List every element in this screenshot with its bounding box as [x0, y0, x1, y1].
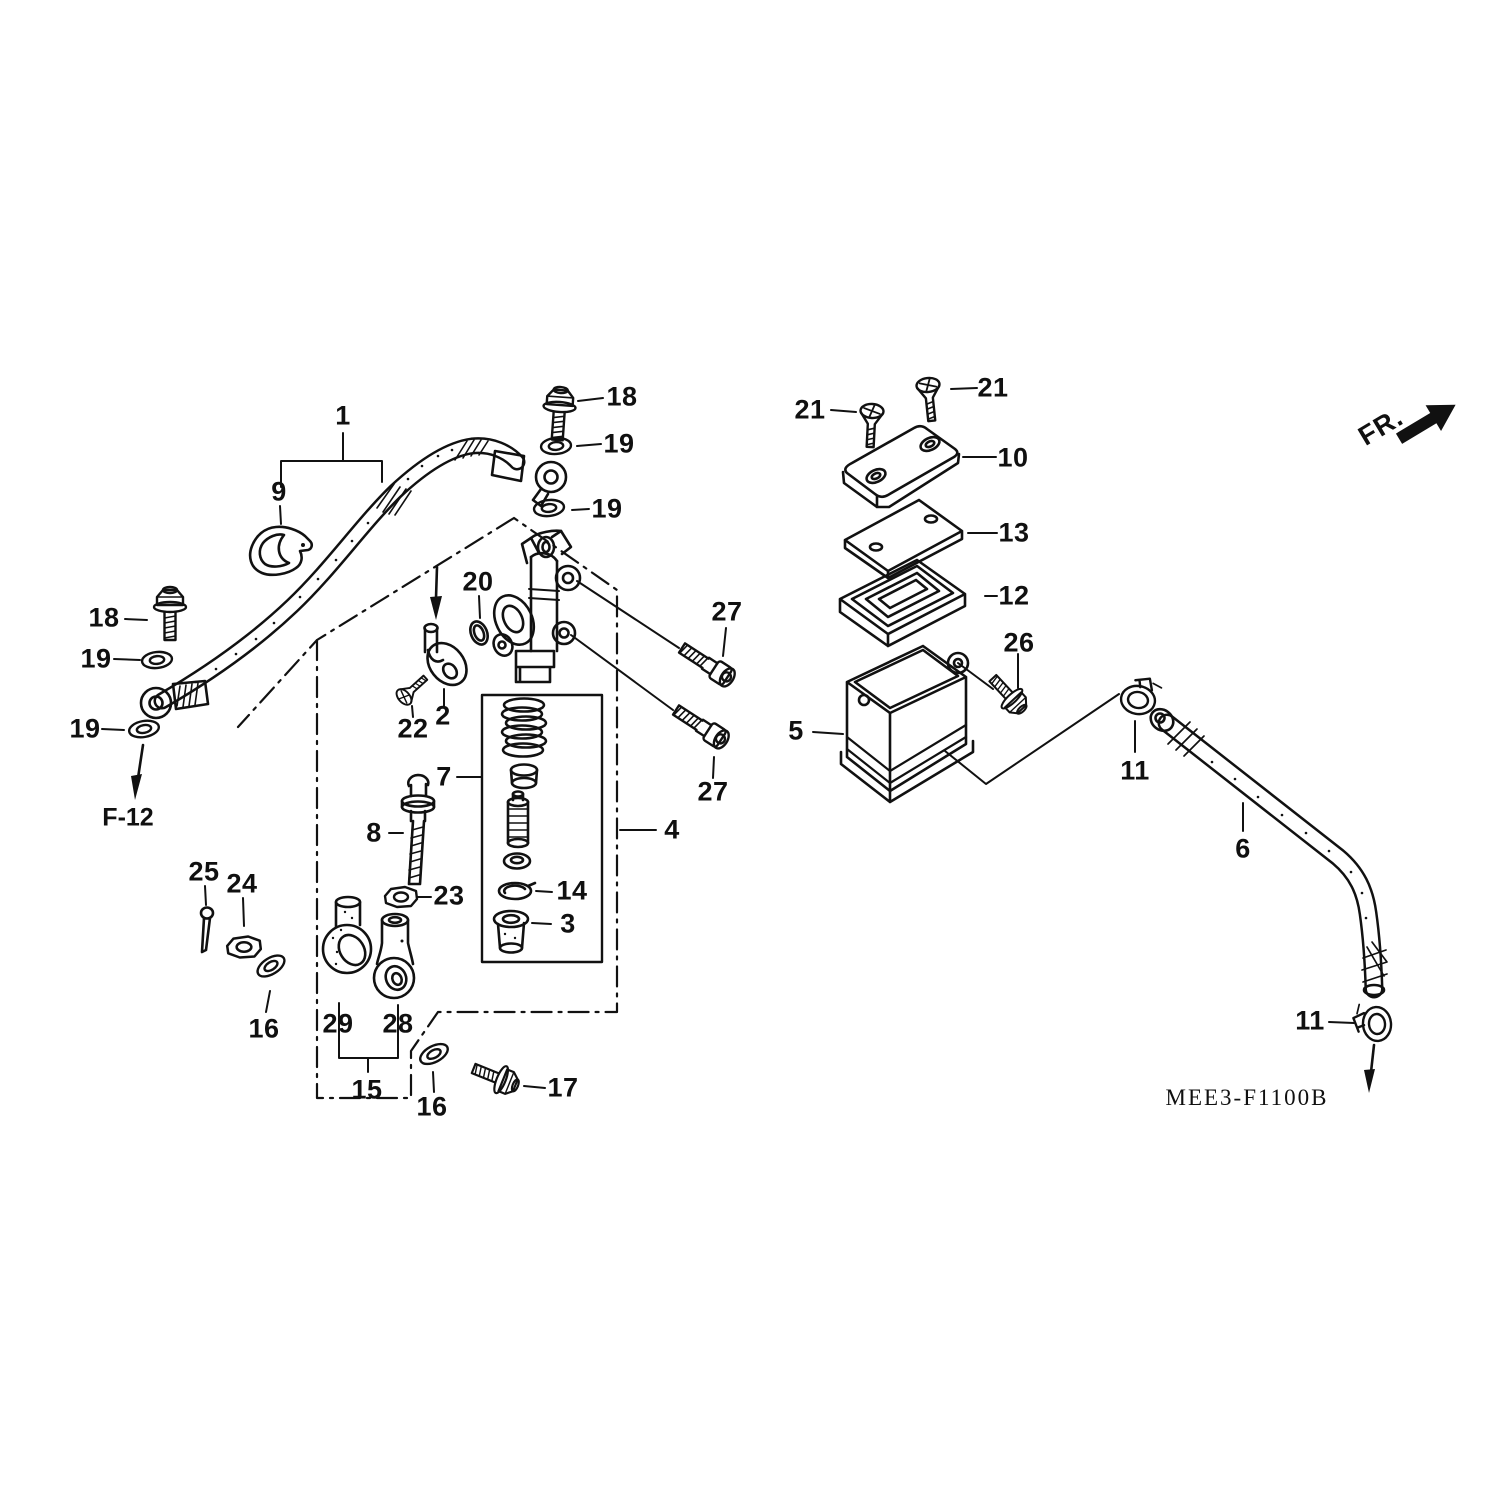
- screw-22: [394, 671, 432, 708]
- part-label-16: 16: [416, 1091, 448, 1122]
- part-label-9: 9: [271, 476, 287, 507]
- reservoir-diaphragm-12: [840, 560, 965, 646]
- part-label-6: 6: [1235, 833, 1251, 864]
- bolt-18-right: [541, 386, 577, 441]
- part-label-14: 14: [556, 875, 588, 906]
- part-label-2: 2: [435, 700, 451, 731]
- part-label-24: 24: [226, 868, 258, 899]
- part-label-27: 27: [697, 776, 729, 807]
- part-label-22: 22: [397, 713, 429, 744]
- bolt-27-upper: [677, 640, 738, 689]
- part-label-17: 17: [547, 1072, 579, 1103]
- part-label-12: 12: [998, 580, 1030, 611]
- push-rod-8: [402, 775, 434, 884]
- part-label-8: 8: [366, 817, 382, 848]
- washer-19-left-lower: [128, 719, 160, 740]
- part-label-3: 3: [560, 908, 576, 939]
- part-label-5: 5: [788, 715, 804, 746]
- part-label-25: 25: [188, 856, 220, 887]
- part-label-19: 19: [80, 643, 112, 674]
- pointer-arrow-f12: [131, 745, 143, 800]
- screw-21-right: [916, 377, 943, 422]
- bolt-18-left: [154, 587, 186, 640]
- piston-kit-contents: [502, 699, 546, 869]
- part-label-27: 27: [711, 596, 743, 627]
- part-label-26: 26: [1003, 627, 1035, 658]
- boot-3: [494, 911, 528, 953]
- part-label-23: 23: [433, 880, 465, 911]
- rod-end-28: [374, 914, 414, 998]
- part-label-19: 19: [603, 428, 635, 459]
- bolt-27-lower: [671, 702, 732, 751]
- washer-16-right: [417, 1040, 451, 1068]
- part-label-21: 21: [977, 372, 1009, 403]
- washer-19-left-upper: [141, 650, 173, 669]
- reference-f12-label: F-12: [102, 803, 154, 832]
- hose-clamp-11-bottom: [1352, 1002, 1392, 1043]
- part-label-15: 15: [351, 1074, 383, 1105]
- part-label-1: 1: [335, 400, 351, 431]
- part-label-4: 4: [664, 814, 680, 845]
- bolt-17: [468, 1055, 523, 1100]
- nut-23: [385, 887, 417, 907]
- brake-hose-1: [141, 440, 566, 718]
- washer-16-left: [254, 951, 288, 980]
- banjo-29: [323, 897, 371, 973]
- joint-2: [419, 624, 474, 693]
- part-label-11: 11: [1120, 755, 1150, 786]
- part-label-29: 29: [322, 1008, 354, 1039]
- part-label-16: 16: [248, 1013, 280, 1044]
- hose-clamp-9: [250, 527, 312, 575]
- spring-washer-14: [499, 883, 535, 899]
- cotter-pin-25: [201, 908, 213, 953]
- bolt-26: [983, 669, 1034, 720]
- part-label-7: 7: [436, 761, 452, 792]
- pointer-arrow-part2: [430, 567, 442, 620]
- part-label-18: 18: [606, 381, 638, 412]
- part-label-10: 10: [997, 442, 1029, 473]
- diagram-code: MEE3-F1100B: [1165, 1085, 1329, 1110]
- part-label-19: 19: [69, 713, 101, 744]
- reservoir-body-5: [841, 646, 973, 802]
- o-ring-20: [467, 619, 491, 647]
- pointer-arrow-clamp11: [1364, 1045, 1375, 1093]
- front-direction-label: FR.: [1353, 401, 1409, 452]
- part-label-13: 13: [998, 517, 1030, 548]
- nut-24: [227, 937, 261, 958]
- reservoir-hose-6: [1146, 705, 1387, 995]
- reservoir-cap-10: [843, 426, 959, 507]
- washer-19-right-lower: [533, 498, 565, 517]
- part-label-28: 28: [382, 1008, 414, 1039]
- part-label-19: 19: [591, 493, 623, 524]
- part-label-11: 11: [1295, 1005, 1325, 1036]
- piston-kit-box: [482, 695, 602, 962]
- part-label-20: 20: [462, 566, 494, 597]
- part-label-18: 18: [88, 602, 120, 633]
- screw-21-left: [859, 403, 884, 447]
- part-label-21: 21: [794, 394, 826, 425]
